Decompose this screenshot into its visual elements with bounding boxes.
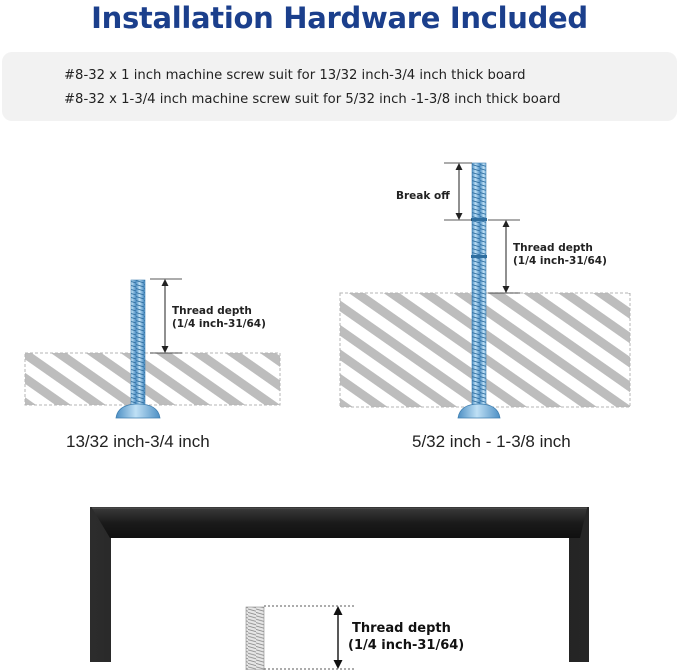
right-thread-label-1: Thread depth (513, 242, 593, 254)
right-caption: 5/32 inch - 1-3/8 inch (412, 432, 571, 451)
right-thread-label-2: (1/4 inch-31/64) (513, 255, 607, 267)
spec-line-short-screw: #8-32 x 1 inch machine screw suit for 13/32 inch-3/4 inch thick board (64, 68, 526, 83)
spec-line-long-screw: #8-32 x 1-3/4 inch machine screw suit for 5/32 inch -1-3/8 inch thick board (64, 92, 561, 107)
break-off-label: Break off (396, 190, 450, 202)
cabinet-handle (90, 507, 589, 662)
left-caption: 13/32 inch-3/4 inch (66, 432, 210, 451)
handle-thread-dimension (264, 606, 356, 669)
left-thread-label-1: Thread depth (172, 305, 252, 317)
left-board (25, 353, 280, 405)
page-title: Installation Hardware Included (91, 1, 588, 35)
handle-detail-screw (246, 607, 264, 670)
handle-thread-label-1: Thread depth (352, 621, 451, 636)
handle-thread-label-2: (1/4 inch-31/64) (348, 638, 465, 653)
left-thread-label-2: (1/4 inch-31/64) (172, 318, 266, 330)
